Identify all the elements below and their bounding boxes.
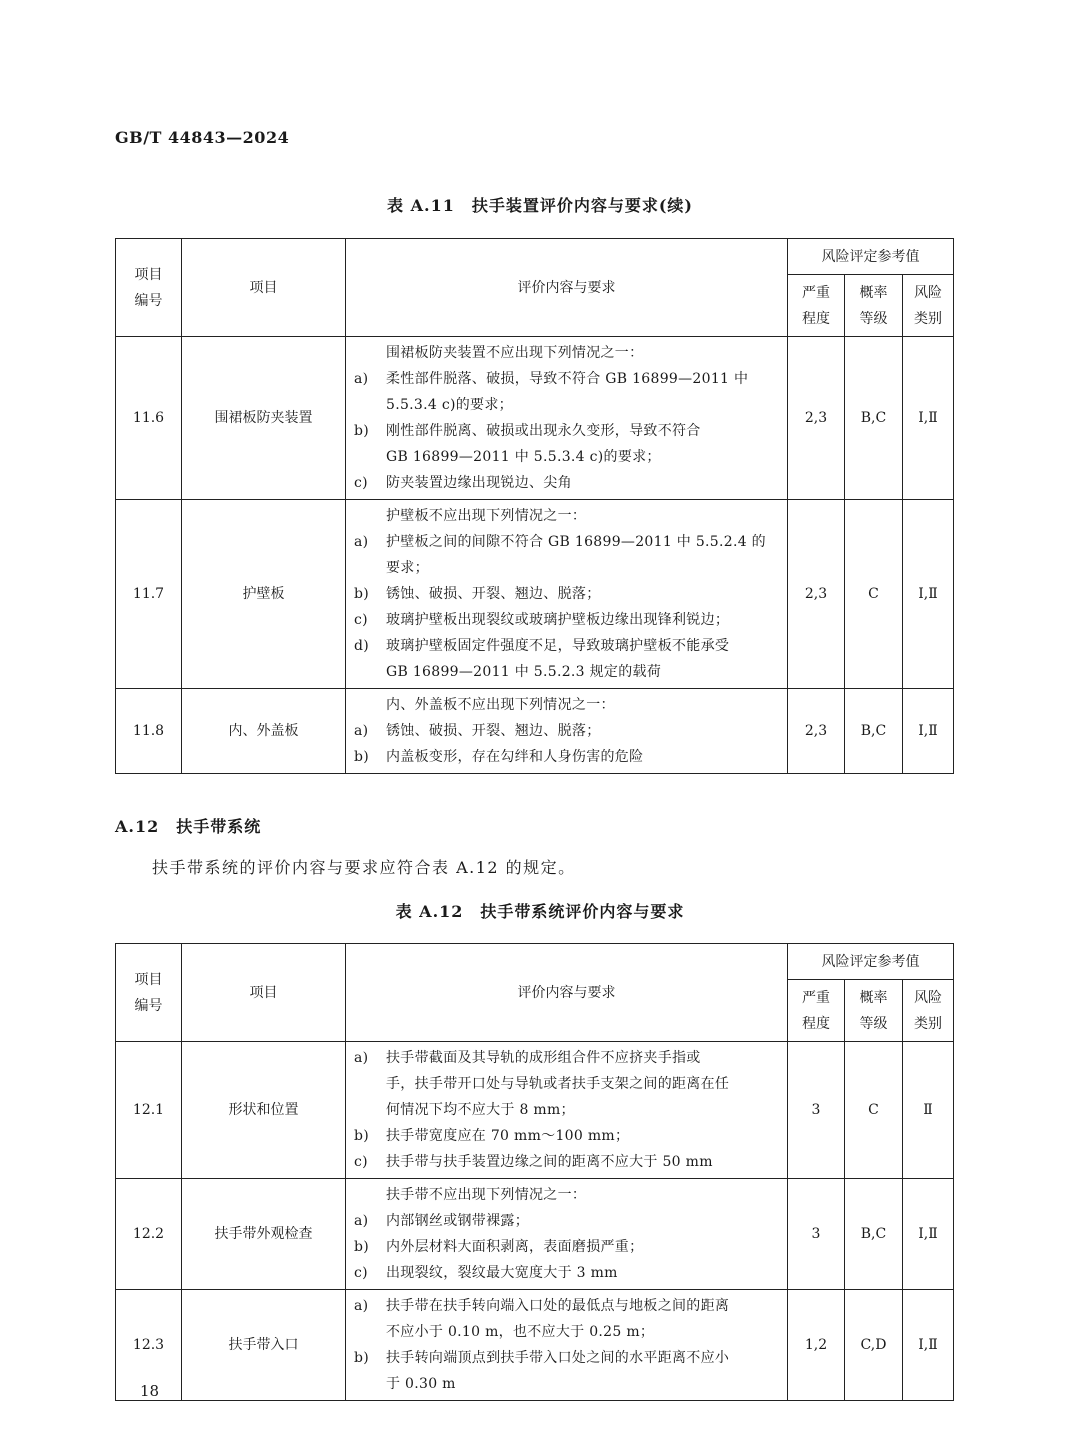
- row-probability: C,D: [845, 1290, 903, 1401]
- requirement-line: [354, 1371, 779, 1397]
- row-risk-category: Ⅰ,Ⅱ: [903, 1179, 954, 1290]
- header-risk-group: 风险评定参考值: [788, 239, 954, 275]
- row-item: 内、外盖板: [182, 689, 346, 774]
- header-requirement: 评价内容与要求: [346, 944, 788, 1042]
- list-marker: b): [354, 1239, 370, 1255]
- requirement-line: [354, 366, 779, 392]
- line-text: 内外层材料大面积剥离，表面磨损严重；: [386, 1239, 644, 1255]
- line-text: 玻璃护壁板出现裂纹或玻璃护壁板边缘出现锋利锐边；: [386, 612, 730, 628]
- line-text: 内部钢丝或钢带裸露；: [386, 1213, 529, 1229]
- table-row: [116, 1290, 954, 1401]
- line-text: 内盖板变形，存在勾绊和人身伤害的危险: [386, 749, 644, 765]
- list-marker: [354, 1371, 386, 1397]
- list-marker: c): [354, 1265, 368, 1281]
- list-marker: [354, 503, 386, 529]
- list-marker: [354, 444, 386, 470]
- list-marker: [354, 555, 386, 581]
- requirement-line: [354, 392, 779, 418]
- requirement-line: [354, 1045, 779, 1071]
- row-probability: B,C: [845, 689, 903, 774]
- header-risk-group: 风险评定参考值: [788, 944, 954, 980]
- row-code: 11.7: [116, 500, 182, 689]
- line-text: 5.5.3.4 c)的要求；: [386, 397, 513, 413]
- list-marker: c): [354, 612, 368, 628]
- section-heading: A.12 扶手带系统: [115, 817, 262, 836]
- line-text: 围裙板防夹装置不应出现下列情况之一：: [386, 345, 644, 361]
- line-text: 护壁板之间的间隙不符合 GB 16899—2011 中 5.5.2.4 的: [386, 534, 766, 550]
- line-text: 扶手带与扶手装置边缘之间的距离不应大于 50 mm: [386, 1154, 713, 1170]
- row-risk-category: Ⅰ,Ⅱ: [903, 337, 954, 500]
- section-paragraph: 扶手带系统的评价内容与要求应符合表 A.12 的规定。: [152, 858, 576, 877]
- requirement-line: [354, 633, 779, 659]
- header-risk-category: 风险 类别: [903, 980, 954, 1042]
- requirement-line: [354, 1234, 779, 1260]
- page-number: 18: [140, 1382, 160, 1400]
- line-text: 手，扶手带开口处与导轨或者扶手支架之间的距离在任: [386, 1076, 730, 1092]
- row-item: 围裙板防夹装置: [182, 337, 346, 500]
- row-code: 11.6: [116, 337, 182, 500]
- table-row: [116, 689, 954, 774]
- requirement-line: [354, 1182, 779, 1208]
- row-code: 12.1: [116, 1042, 182, 1179]
- list-marker: a): [354, 1298, 369, 1314]
- requirement-line: [354, 418, 779, 444]
- list-marker: a): [354, 1213, 369, 1229]
- requirement-line: [354, 340, 779, 366]
- row-item: 护壁板: [182, 500, 346, 689]
- row-severity: 3: [788, 1179, 845, 1290]
- requirement-line: [354, 1208, 779, 1234]
- line-text: 锈蚀、破损、开裂、翘边、脱落；: [386, 723, 601, 739]
- line-text: 柔性部件脱落、破损，导致不符合 GB 16899—2011 中: [386, 371, 749, 387]
- line-text: GB 16899—2011 中 5.5.3.4 c)的要求；: [386, 449, 661, 465]
- header-probability: 概率 等级: [845, 275, 903, 337]
- line-text: 护壁板不应出现下列情况之一：: [386, 508, 587, 524]
- line-text: 出现裂纹，裂纹最大宽度大于 3 mm: [386, 1265, 618, 1281]
- requirement-line: [354, 718, 779, 744]
- requirement-line: [354, 503, 779, 529]
- header-code: 项目 编号: [116, 944, 182, 1042]
- row-code: 12.3: [116, 1290, 182, 1401]
- list-marker: [354, 1071, 386, 1097]
- list-marker: a): [354, 534, 369, 550]
- line-text: GB 16899—2011 中 5.5.2.3 规定的载荷: [386, 664, 662, 680]
- list-marker: b): [354, 423, 370, 439]
- requirement-line: [354, 692, 779, 718]
- table-row: [116, 1042, 954, 1179]
- header-item: 项目: [182, 239, 346, 337]
- line-text: 于 0.30 m: [386, 1376, 456, 1392]
- requirement-line: [354, 470, 779, 496]
- table-a12-caption: 表 A.12 扶手带系统评价内容与要求: [395, 902, 685, 921]
- requirement-line: [354, 581, 779, 607]
- requirement-line: [354, 1260, 779, 1286]
- requirement-line: [354, 744, 779, 770]
- requirement-line: [354, 1071, 779, 1097]
- list-marker: b): [354, 1350, 370, 1366]
- list-marker: c): [354, 475, 368, 491]
- row-requirement: [346, 1179, 788, 1290]
- requirement-line: [354, 1097, 779, 1123]
- list-marker: b): [354, 749, 370, 765]
- row-code: 11.8: [116, 689, 182, 774]
- list-marker: [354, 1319, 386, 1345]
- row-probability: B,C: [845, 337, 903, 500]
- row-item: 扶手带外观检查: [182, 1179, 346, 1290]
- requirement-line: [354, 1123, 779, 1149]
- requirement-line: [354, 1149, 779, 1175]
- header-probability: 概率 等级: [845, 980, 903, 1042]
- table-row: [116, 1179, 954, 1290]
- requirement-line: [354, 1293, 779, 1319]
- list-marker: [354, 1097, 386, 1123]
- line-text: 防夹装置边缘出现锐边、尖角: [386, 475, 572, 491]
- requirement-line: [354, 529, 779, 555]
- row-requirement: [346, 500, 788, 689]
- list-marker: a): [354, 1050, 369, 1066]
- row-requirement: [346, 1042, 788, 1179]
- table-a11-caption: 表 A.11 扶手装置评价内容与要求(续): [387, 196, 693, 215]
- row-probability: B,C: [845, 1179, 903, 1290]
- line-text: 内、外盖板不应出现下列情况之一：: [386, 697, 615, 713]
- header-item: 项目: [182, 944, 346, 1042]
- requirement-line: [354, 555, 779, 581]
- list-marker: a): [354, 723, 369, 739]
- requirement-line: [354, 444, 779, 470]
- line-text: 刚性部件脱离、破损或出现永久变形，导致不符合: [386, 423, 701, 439]
- list-marker: d): [354, 638, 370, 654]
- row-risk-category: Ⅰ,Ⅱ: [903, 500, 954, 689]
- row-probability: C: [845, 1042, 903, 1179]
- standard-code: GB/T 44843—2024: [115, 128, 290, 147]
- list-marker: [354, 392, 386, 418]
- line-text: 要求；: [386, 560, 429, 576]
- header-severity: 严重 程度: [788, 980, 845, 1042]
- row-requirement: [346, 689, 788, 774]
- header-risk-category: 风险 类别: [903, 275, 954, 337]
- list-marker: c): [354, 1154, 368, 1170]
- line-text: 扶手转向端顶点到扶手带入口处之间的水平距离不应小: [386, 1350, 730, 1366]
- line-text: 何情况下均不应大于 8 mm；: [386, 1102, 575, 1118]
- row-severity: 2,3: [788, 500, 845, 689]
- row-severity: 1,2: [788, 1290, 845, 1401]
- row-risk-category: Ⅱ: [903, 1042, 954, 1179]
- row-requirement: [346, 1290, 788, 1401]
- line-text: 扶手带截面及其导轨的成形组合件不应挤夹手指或: [386, 1050, 701, 1066]
- requirement-line: [354, 659, 779, 685]
- row-risk-category: Ⅰ,Ⅱ: [903, 1290, 954, 1401]
- row-probability: C: [845, 500, 903, 689]
- list-marker: b): [354, 1128, 370, 1144]
- table-a11: [115, 238, 954, 774]
- row-item: 扶手带入口: [182, 1290, 346, 1401]
- header-severity: 严重 程度: [788, 275, 845, 337]
- row-item: 形状和位置: [182, 1042, 346, 1179]
- header-requirement: 评价内容与要求: [346, 239, 788, 337]
- table-row: [116, 500, 954, 689]
- line-text: 锈蚀、破损、开裂、翘边、脱落；: [386, 586, 601, 602]
- row-severity: 2,3: [788, 689, 845, 774]
- table-a12: [115, 943, 954, 1401]
- list-marker: [354, 692, 386, 718]
- line-text: 扶手带不应出现下列情况之一：: [386, 1187, 587, 1203]
- table-row: [116, 337, 954, 500]
- line-text: 不应小于 0.10 m，也不应大于 0.25 m；: [386, 1324, 655, 1340]
- line-text: 扶手带在扶手转向端入口处的最低点与地板之间的距离: [386, 1298, 730, 1314]
- row-risk-category: Ⅰ,Ⅱ: [903, 689, 954, 774]
- line-text: 扶手带宽度应在 70 mm～100 mm；: [386, 1128, 630, 1144]
- requirement-line: [354, 1345, 779, 1371]
- list-marker: [354, 659, 386, 685]
- row-severity: 3: [788, 1042, 845, 1179]
- requirement-line: [354, 1319, 779, 1345]
- list-marker: [354, 340, 386, 366]
- row-severity: 2,3: [788, 337, 845, 500]
- list-marker: [354, 1182, 386, 1208]
- requirement-line: [354, 607, 779, 633]
- row-requirement: [346, 337, 788, 500]
- list-marker: b): [354, 586, 370, 602]
- list-marker: a): [354, 371, 369, 387]
- row-code: 12.2: [116, 1179, 182, 1290]
- header-code: 项目 编号: [116, 239, 182, 337]
- line-text: 玻璃护壁板固定件强度不足，导致玻璃护壁板不能承受: [386, 638, 730, 654]
